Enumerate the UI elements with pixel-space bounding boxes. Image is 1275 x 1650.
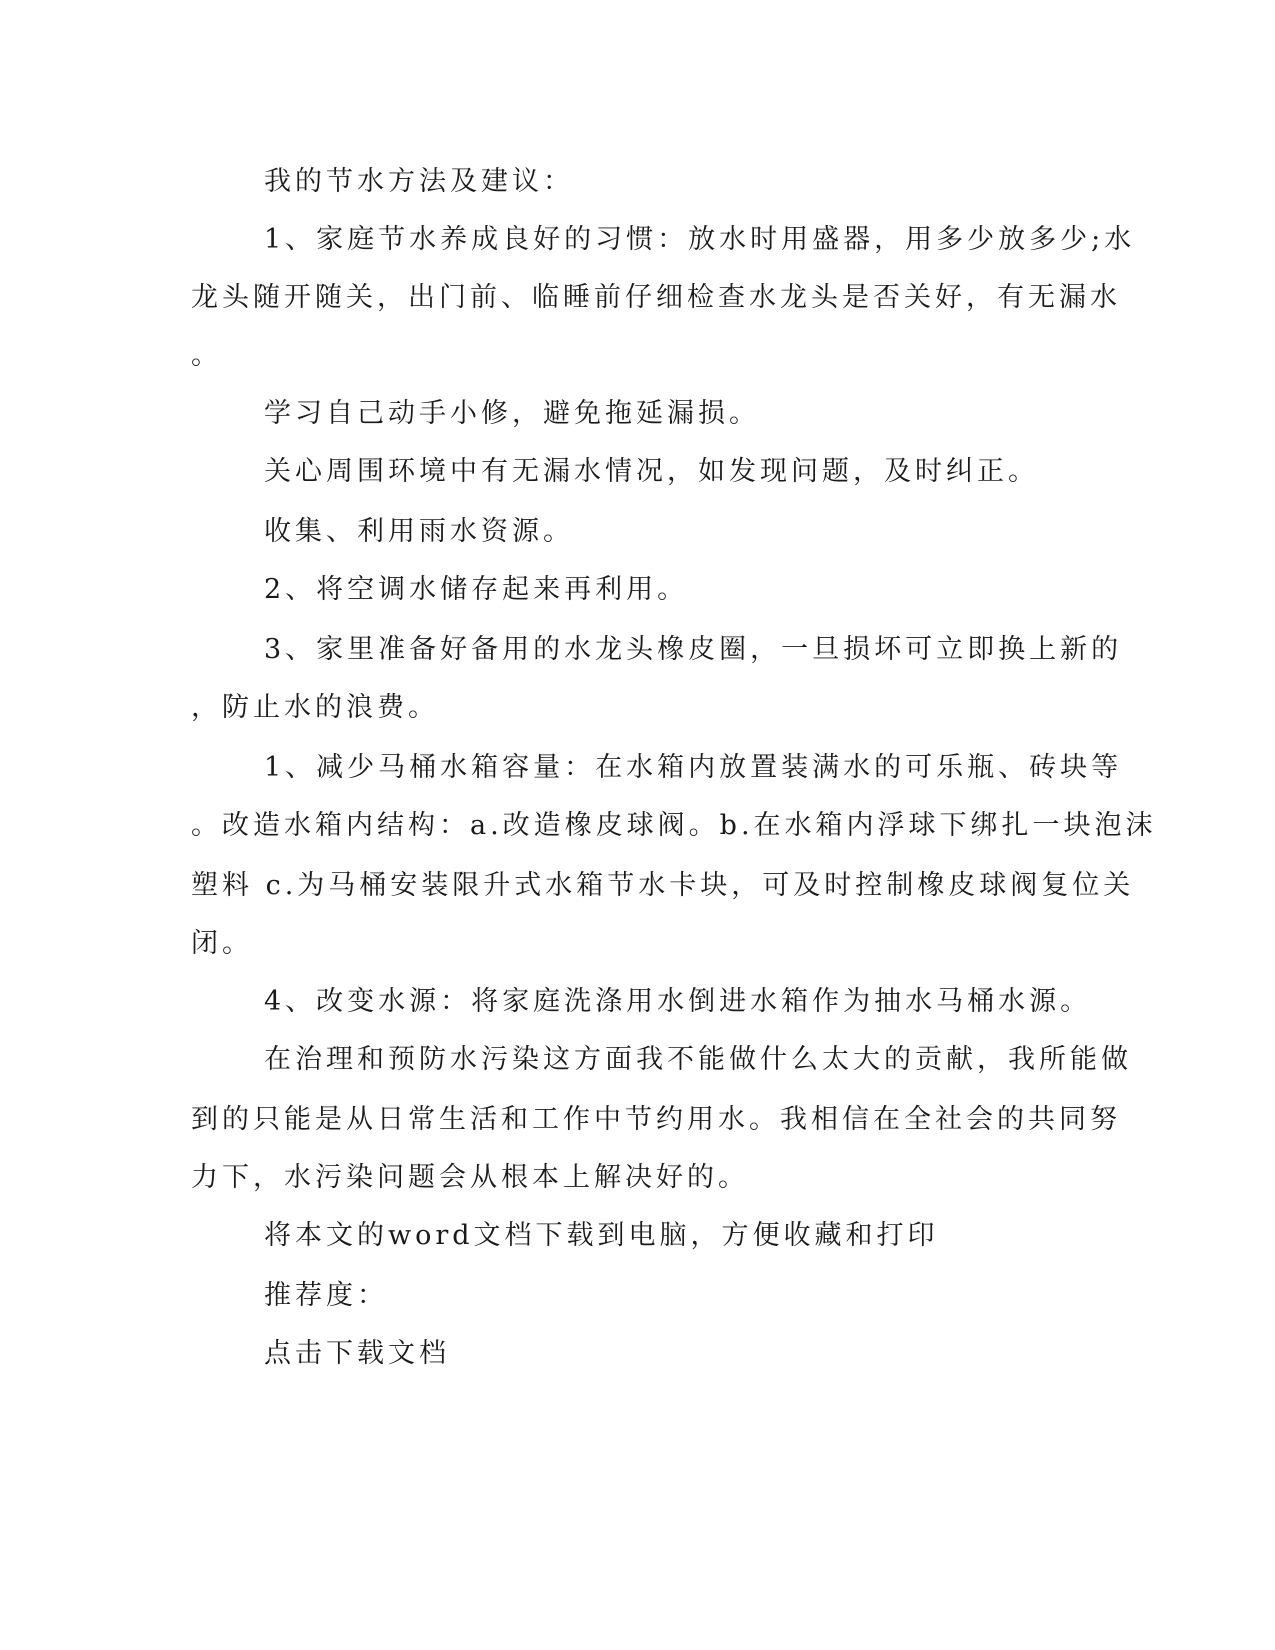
- paragraph-line: 塑料 c.为马桶安装限升式水箱节水卡块，可及时控制橡皮球阀复位关: [191, 870, 1135, 901]
- download-note: 将本文的word文档下载到电脑，方便收藏和打印: [264, 1220, 939, 1251]
- paragraph-line: 2、将空调水储存起来再利用。: [264, 574, 689, 605]
- paragraph-line: 学习自己动手小修，避免拖延漏损。: [264, 398, 760, 429]
- paragraph-line: 1、减少马桶水箱容量：在水箱内放置装满水的可乐瓶、砖块等: [264, 752, 1123, 783]
- paragraph-line: 龙头随开随关，出门前、临睡前仔细检查水龙头是否关好，有无漏水: [191, 282, 1121, 313]
- paragraph-line: 到的只能是从日常生活和工作中节约用水。我相信在全社会的共同努: [191, 1104, 1121, 1135]
- paragraph-line: 3、家里准备好备用的水龙头橡皮圈，一旦损坏可立即换上新的: [264, 634, 1123, 665]
- paragraph-line: 收集、利用雨水资源。: [264, 516, 574, 547]
- paragraph-line: ，防止水的浪费。: [191, 692, 439, 723]
- paragraph-line: 闭。: [191, 928, 253, 959]
- paragraph-line: 力下，水污染问题会从根本上解决好的。: [191, 1162, 749, 1193]
- paragraph-line: 4、改变水源：将家庭洗涤用水倒进水箱作为抽水马桶水源。: [264, 986, 1092, 1017]
- paragraph-line: 。: [191, 340, 222, 371]
- recommendation-label: 推荐度：: [264, 1280, 388, 1311]
- heading-water-saving-methods: 我的节水方法及建议：: [264, 166, 574, 197]
- paragraph-line: 关心周围环境中有无漏水情况，如发现问题，及时纠正。: [264, 456, 1039, 487]
- paragraph-line: 1、家庭节水养成良好的习惯：放水时用盛器，用多少放多少;水: [264, 224, 1136, 255]
- paragraph-line: 。改造水箱内结构：a.改造橡皮球阀。b.在水箱内浮球下绑扎一块泡沫: [191, 810, 1157, 841]
- download-document-link[interactable]: 点击下载文档: [264, 1338, 450, 1369]
- paragraph-line: 在治理和预防水污染这方面我不能做什么太大的贡献，我所能做: [264, 1044, 1132, 1075]
